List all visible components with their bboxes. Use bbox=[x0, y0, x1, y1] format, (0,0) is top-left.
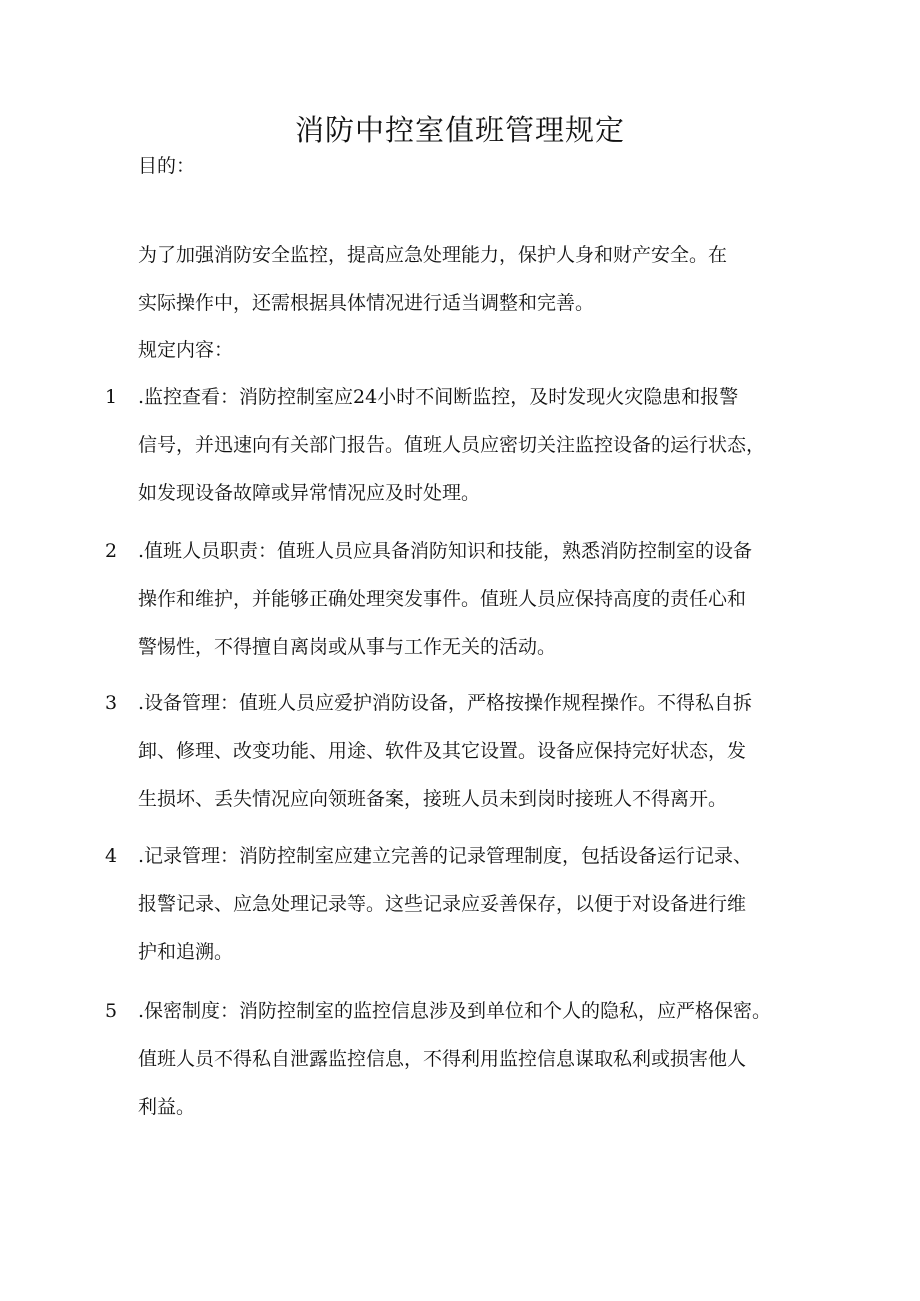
rule-number: 1 bbox=[105, 386, 118, 408]
rule-text bbox=[138, 987, 905, 1131]
rule-item-3 bbox=[105, 679, 905, 823]
rule-line: 利益。 bbox=[138, 1096, 196, 1118]
rule-text bbox=[138, 373, 905, 517]
rule-line: 报警记录、应急处理记录等。这些记录应妥善保存，以便于对设备进行维 bbox=[138, 893, 747, 915]
rule-number: 2 bbox=[105, 540, 118, 562]
purpose-heading: 目的： bbox=[138, 155, 196, 177]
rule-text bbox=[138, 679, 905, 823]
rule-line: .记录管理：消防控制室应建立完善的记录管理制度，包括设备运行记录、 bbox=[138, 845, 753, 867]
rule-item-1 bbox=[105, 373, 905, 517]
rule-item-4 bbox=[105, 832, 905, 976]
rule-line: 卸、修理、改变功能、用途、软件及其它设置。设备应保持完好状态，发 bbox=[138, 740, 747, 762]
rule-line: 护和追溯。 bbox=[138, 941, 234, 963]
rule-line: 操作和维护，并能够正确处理突发事件。值班人员应保持高度的责任心和 bbox=[138, 588, 747, 610]
rule-line: .值班人员职责：值班人员应具备消防知识和技能，熟悉消防控制室的设备 bbox=[138, 540, 753, 562]
rule-number: 5 bbox=[105, 1000, 118, 1022]
content-heading: 规定内容： bbox=[138, 339, 234, 361]
rule-item-2 bbox=[105, 527, 905, 671]
purpose-line: 为了加强消防安全监控，提高应急处理能力，保护人身和财产安全。在 bbox=[138, 244, 728, 266]
rule-number: 3 bbox=[105, 692, 118, 714]
rule-line: 如发现设备故障或异常情况应及时处理。 bbox=[138, 482, 481, 504]
purpose-line: 实际操作中，还需根据具体情况进行适当调整和完善。 bbox=[138, 292, 595, 314]
rule-line: .监控查看：消防控制室应24小时不间断监控，及时发现火灾隐患和报警 bbox=[138, 386, 739, 408]
rule-line: .保密制度：消防控制室的监控信息涉及到单位和个人的隐私，应严格保密。 bbox=[138, 1000, 772, 1022]
document-title: 消防中控室值班管理规定 bbox=[294, 113, 625, 147]
rule-line: 值班人员不得私自泄露监控信息，不得利用监控信息谋取私利或损害他人 bbox=[138, 1048, 747, 1070]
rule-line: 信号，并迅速向有关部门报告。值班人员应密切关注监控设备的运行状态， bbox=[138, 434, 766, 456]
rule-text bbox=[138, 832, 905, 976]
rule-text bbox=[138, 527, 905, 671]
rule-item-5 bbox=[105, 987, 905, 1131]
rule-line: 警惕性，不得擅自离岗或从事与工作无关的活动。 bbox=[138, 636, 557, 658]
rule-line: .设备管理：值班人员应爱护消防设备，严格按操作规程操作。不得私自拆 bbox=[138, 692, 753, 714]
purpose-paragraph bbox=[138, 231, 838, 327]
rule-number: 4 bbox=[105, 845, 118, 867]
rule-line: 生损坏、丢失情况应向领班备案，接班人员未到岗时接班人不得离开。 bbox=[138, 788, 728, 810]
